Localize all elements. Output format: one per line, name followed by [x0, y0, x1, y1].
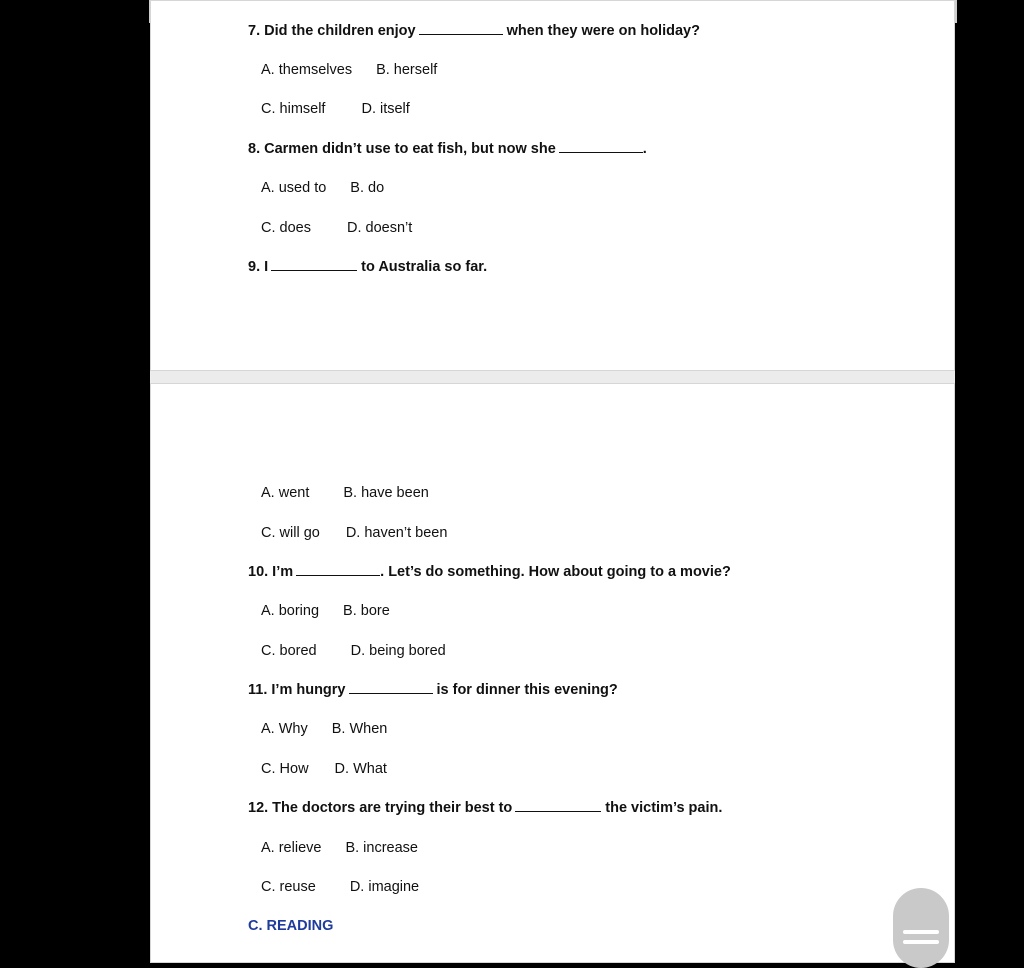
- answer-blank: [515, 810, 601, 812]
- option-b: B. bore: [343, 603, 390, 619]
- question-8-text-after: .: [642, 141, 647, 157]
- question-8-text-before: 8. Carmen didn’t use to eat fish, but now she: [248, 141, 556, 157]
- question-9-text-before: 9. I: [248, 259, 269, 275]
- question-7-options-row-1: [261, 61, 437, 79]
- option-d: D. itself: [361, 101, 410, 117]
- option-a: A. used to: [261, 180, 327, 196]
- option-d: D. doesn’t: [346, 220, 413, 236]
- answer-blank: [349, 692, 433, 694]
- answer-blank: [559, 151, 643, 153]
- question-11-options-row-1: [261, 720, 387, 738]
- menu-bar: [903, 930, 939, 934]
- section-heading-reading: C. READING: [248, 918, 334, 934]
- option-b: B. do: [350, 180, 385, 196]
- page-gap: [150, 371, 955, 383]
- question-10-text-before: 10. I’m: [248, 564, 294, 580]
- option-a: A. relieve: [261, 840, 322, 856]
- question-9-options-row-1: [261, 484, 429, 502]
- option-d: D. being bored: [350, 643, 446, 659]
- option-b: B. have been: [343, 485, 429, 501]
- option-a: A. Why: [261, 721, 308, 737]
- question-10-options-row-1: [261, 602, 390, 620]
- question-9-text-after: to Australia so far.: [361, 259, 488, 275]
- question-11-options-row-2: [261, 760, 387, 778]
- option-b: B. increase: [345, 840, 418, 856]
- question-12-text-before: 12. The doctors are trying their best to: [248, 800, 513, 816]
- option-d: D. haven’t been: [345, 525, 448, 541]
- question-7-options-row-2: [261, 100, 410, 118]
- question-7: [248, 22, 700, 40]
- answer-blank: [271, 269, 357, 271]
- option-a: A. boring: [261, 603, 320, 619]
- question-11-text-before: 11. I’m hungry: [248, 682, 346, 698]
- question-12: [248, 799, 722, 817]
- question-12-options-row-2: [261, 878, 419, 896]
- option-a: A. went: [261, 485, 310, 501]
- question-8: [248, 140, 647, 158]
- question-8-options-row-1: [261, 179, 384, 197]
- option-c: C. bored: [261, 643, 317, 659]
- page-2: [150, 383, 955, 963]
- option-c: C. How: [261, 761, 309, 777]
- option-b: B. herself: [376, 62, 438, 78]
- question-9-options-row-2: [261, 524, 447, 542]
- option-c: C. reuse: [261, 879, 316, 895]
- answer-blank: [419, 33, 503, 35]
- question-9: [248, 258, 487, 276]
- question-12-text-after: the victim’s pain.: [605, 800, 723, 816]
- option-c: C. will go: [261, 525, 320, 541]
- option-d: D. imagine: [349, 879, 420, 895]
- question-12-options-row-1: [261, 839, 418, 857]
- option-a: A. themselves: [261, 62, 353, 78]
- question-10-text-after: . Let’s do something. How about going to a movie?: [380, 564, 731, 580]
- question-11: [248, 681, 618, 699]
- question-7-text-before: 7. Did the children enjoy: [248, 23, 416, 39]
- question-8-options-row-2: [261, 219, 412, 237]
- question-7-text-after: when they were on holiday?: [506, 23, 700, 39]
- option-d: D. What: [334, 761, 387, 777]
- menu-bar: [903, 940, 939, 944]
- question-10-options-row-2: [261, 642, 446, 660]
- option-b: B. When: [331, 721, 388, 737]
- question-10: [248, 563, 731, 581]
- answer-blank: [296, 574, 380, 576]
- question-11-text-after: is for dinner this evening?: [436, 682, 618, 698]
- option-c: C. himself: [261, 101, 326, 117]
- option-c: C. does: [261, 220, 311, 236]
- floating-menu-button[interactable]: [893, 888, 949, 968]
